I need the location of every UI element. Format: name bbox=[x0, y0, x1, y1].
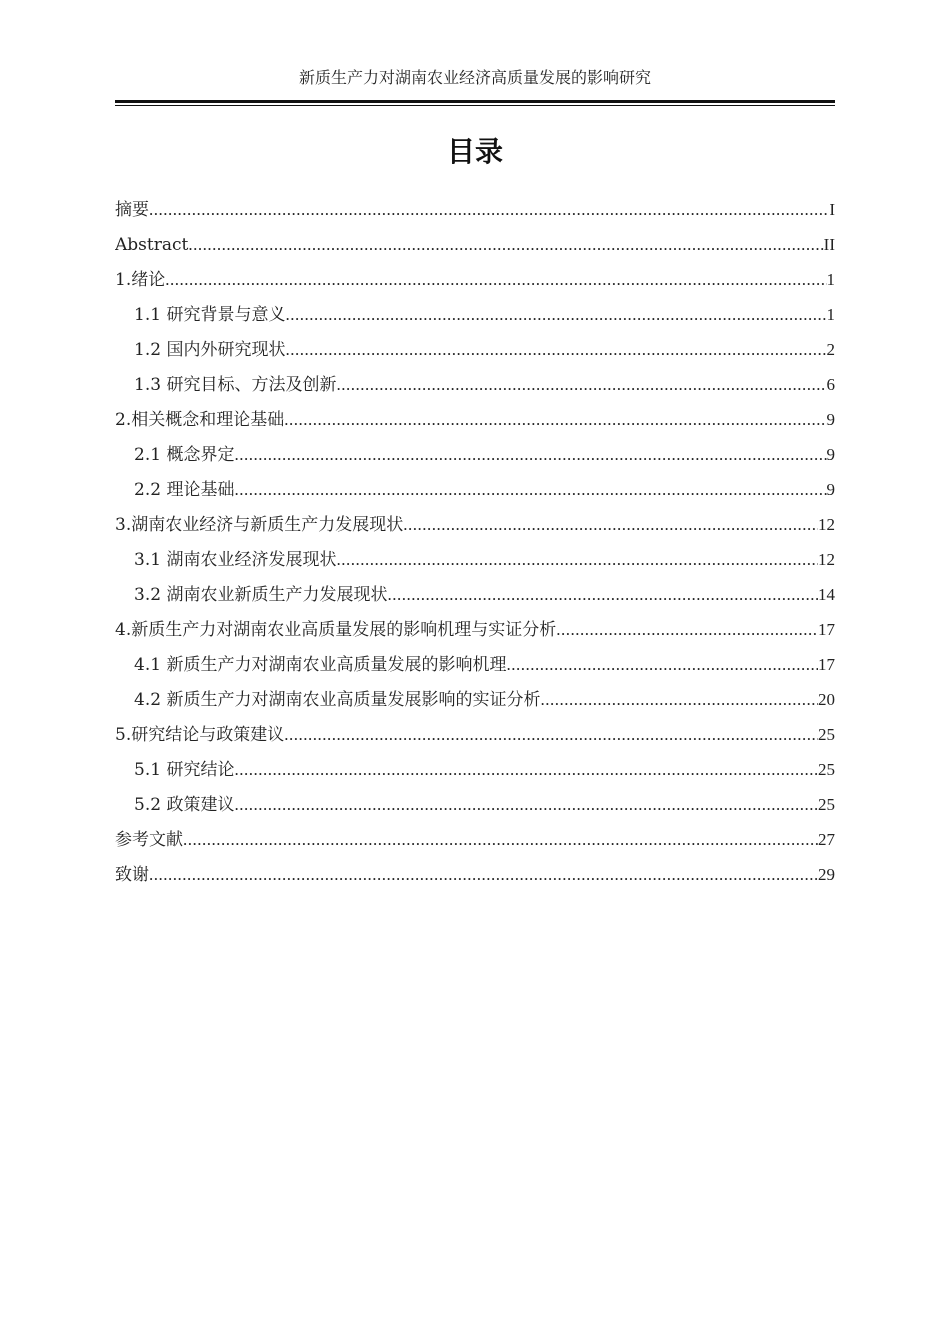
toc-dot-leader bbox=[403, 507, 818, 542]
toc-entry-section-5-1[interactable] bbox=[115, 752, 835, 787]
toc-dot-leader bbox=[506, 647, 818, 682]
toc-entry-page: 29 bbox=[818, 865, 835, 884]
toc-dot-leader bbox=[234, 437, 826, 472]
toc-entry-page: 17 bbox=[818, 620, 835, 639]
toc-entry-chapter-4[interactable] bbox=[115, 612, 835, 647]
toc-entry-label: 1.绪论 bbox=[115, 270, 166, 290]
toc-title: 目录 bbox=[446, 135, 503, 168]
toc-dot-leader bbox=[188, 227, 823, 262]
toc-entry-label: 4.新质生产力对湖南农业高质量发展的影响机理与实证分析 bbox=[115, 620, 557, 640]
toc-entry-page: 14 bbox=[818, 585, 835, 604]
toc-entry-label: 参考文献 bbox=[115, 830, 183, 850]
toc-entry-acknowledgements[interactable] bbox=[115, 857, 835, 892]
toc-entry-page: 27 bbox=[818, 830, 835, 849]
toc-dot-leader bbox=[149, 192, 829, 227]
toc-entry-section-2-2[interactable] bbox=[115, 472, 835, 507]
toc-dot-leader bbox=[149, 857, 818, 892]
toc-entry-page: 9 bbox=[826, 480, 835, 499]
toc-dot-leader bbox=[234, 752, 818, 787]
toc-dot-leader bbox=[540, 682, 818, 717]
toc-entry-page: 25 bbox=[818, 725, 835, 744]
toc-entry-section-3-1[interactable] bbox=[115, 542, 835, 577]
toc-entry-chapter-1[interactable] bbox=[115, 262, 835, 297]
toc-entry-label: 2.1 概念界定 bbox=[134, 445, 235, 465]
toc-entry-label: 1.3 研究目标、方法及创新 bbox=[134, 375, 337, 395]
toc-entry-label: 4.2 新质生产力对湖南农业高质量发展影响的实证分析 bbox=[134, 690, 541, 710]
toc-entry-page: 25 bbox=[818, 760, 835, 779]
toc-dot-leader bbox=[336, 367, 826, 402]
toc-entry-label: 3.1 湖南农业经济发展现状 bbox=[134, 550, 337, 570]
toc-entry-label: Abstract bbox=[115, 235, 189, 255]
toc-entry-label: 摘要 bbox=[115, 200, 149, 220]
toc-entry-abstract-cn[interactable] bbox=[115, 192, 835, 227]
toc-entry-page: 20 bbox=[818, 690, 835, 709]
toc-entry-label: 3.湖南农业经济与新质生产力发展现状 bbox=[115, 515, 404, 535]
toc-entry-page: 2 bbox=[826, 340, 835, 359]
toc-entry-label: 5.研究结论与政策建议 bbox=[115, 725, 285, 745]
toc-entry-section-1-3[interactable] bbox=[115, 367, 835, 402]
toc-entry-label: 5.1 研究结论 bbox=[134, 760, 235, 780]
toc-dot-leader bbox=[234, 787, 818, 822]
toc-entry-section-2-1[interactable] bbox=[115, 437, 835, 472]
toc-entry-references[interactable] bbox=[115, 822, 835, 857]
toc-dot-leader bbox=[285, 297, 826, 332]
toc-entry-page: 1 bbox=[826, 270, 835, 289]
toc-entry-page: 25 bbox=[818, 795, 835, 814]
toc-entry-label: 4.1 新质生产力对湖南农业高质量发展的影响机理 bbox=[134, 655, 507, 675]
toc-entry-chapter-3[interactable] bbox=[115, 507, 835, 542]
toc-entry-section-1-2[interactable] bbox=[115, 332, 835, 367]
toc-entry-section-4-1[interactable] bbox=[115, 647, 835, 682]
toc-entry-page: 6 bbox=[826, 375, 835, 394]
toc-entry-section-3-2[interactable] bbox=[115, 577, 835, 612]
toc-entry-page: I bbox=[829, 200, 835, 219]
running-header: 新质生产力对湖南农业经济高质量发展的影响研究 bbox=[298, 68, 651, 87]
toc-entry-page: 1 bbox=[826, 305, 835, 324]
toc-entry-page: 12 bbox=[818, 550, 835, 569]
header-rule-thin bbox=[115, 105, 835, 106]
table-of-contents bbox=[115, 192, 835, 892]
toc-entry-abstract-en[interactable] bbox=[115, 227, 835, 262]
toc-entry-section-5-2[interactable] bbox=[115, 787, 835, 822]
toc-entry-page: 9 bbox=[826, 410, 835, 429]
toc-dot-leader bbox=[165, 262, 826, 297]
toc-dot-leader bbox=[183, 822, 818, 857]
toc-entry-page: 17 bbox=[818, 655, 835, 674]
toc-dot-leader bbox=[284, 402, 826, 437]
toc-entry-page: 12 bbox=[818, 515, 835, 534]
toc-entry-label: 3.2 湖南农业新质生产力发展现状 bbox=[134, 585, 388, 605]
toc-entry-page: 9 bbox=[826, 445, 835, 464]
toc-entry-label: 5.2 政策建议 bbox=[134, 795, 235, 815]
toc-entry-label: 1.2 国内外研究现状 bbox=[134, 340, 286, 360]
header-rule-thick bbox=[115, 100, 835, 103]
toc-dot-leader bbox=[556, 612, 818, 647]
toc-dot-leader bbox=[336, 542, 818, 577]
toc-entry-label: 2.2 理论基础 bbox=[134, 480, 235, 500]
toc-dot-leader bbox=[387, 577, 818, 612]
toc-entry-page: II bbox=[823, 235, 835, 254]
toc-entry-label: 致谢 bbox=[115, 865, 149, 885]
toc-entry-section-4-2[interactable] bbox=[115, 682, 835, 717]
toc-dot-leader bbox=[234, 472, 826, 507]
toc-dot-leader bbox=[285, 332, 826, 367]
toc-entry-chapter-2[interactable] bbox=[115, 402, 835, 437]
toc-entry-section-1-1[interactable] bbox=[115, 297, 835, 332]
toc-entry-label: 2.相关概念和理论基础 bbox=[115, 410, 285, 430]
toc-entry-chapter-5[interactable] bbox=[115, 717, 835, 752]
toc-dot-leader bbox=[284, 717, 818, 752]
toc-entry-label: 1.1 研究背景与意义 bbox=[134, 305, 286, 325]
